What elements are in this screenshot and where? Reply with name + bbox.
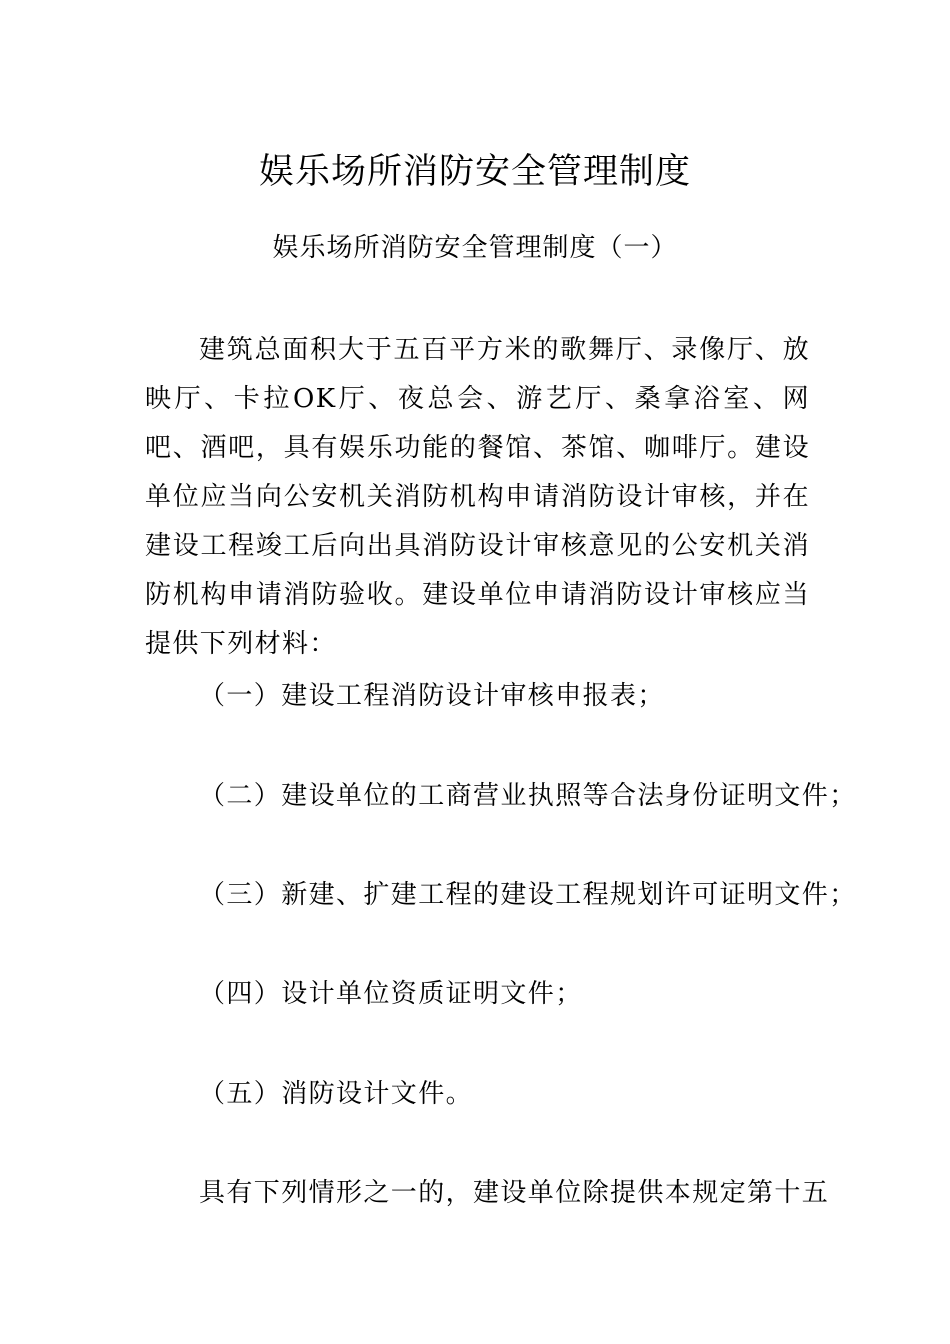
list-item: （四）设计单位资质证明文件；: [199, 979, 583, 1009]
body-paragraph-1: 建筑总面积大于五百平方米的歌舞厅、录像厅、放映厅、卡拉OK厅、夜总会、游艺厅、桑拿浴室、网吧、酒吧，具有娱乐功能的餐馆、茶馆、咖啡厅。建设单位应当向公安机关消防机构申请消防设计审核，并在建设工程竣工后向出具消防设计审核意见的公安机关消防机构申请消防验收。建设单位申请消防设计审核应当提供下列材料：: [145, 335, 810, 659]
list-item: （二）建设单位的工商营业执照等合法身份证明文件；: [199, 781, 857, 811]
document-title: 娱乐场所消防安全管理制度: [258, 152, 691, 193]
list-item: （一）建设工程消防设计审核申报表；: [199, 681, 665, 711]
list-item: （五）消防设计文件。: [199, 1079, 474, 1109]
document-subtitle: 娱乐场所消防安全管理制度（一）: [272, 233, 678, 263]
list-item: （三）新建、扩建工程的建设工程规划许可证明文件；: [199, 880, 857, 910]
body-paragraph-2: 具有下列情形之一的，建设单位除提供本规定第十五: [199, 1178, 830, 1208]
